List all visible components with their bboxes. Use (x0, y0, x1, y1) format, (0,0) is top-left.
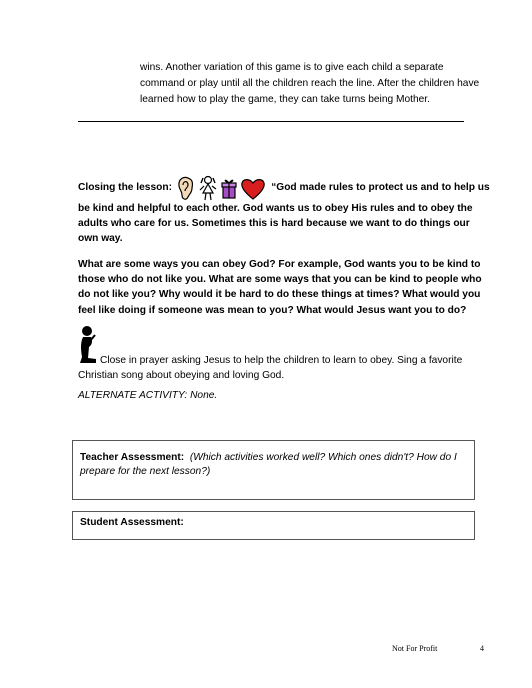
heart-icon (240, 177, 266, 201)
closing-icons (176, 175, 267, 201)
footer-text: Not For Profit (392, 644, 438, 653)
alternate-activity: ALTERNATE ACTIVITY: None. (78, 390, 218, 401)
section-divider (78, 121, 464, 122)
closing-text: “God made rules to protect us and to help us be kind and helpful to each other. God wants us to obey His rules and to obey the adults who care for us. Sometimes this is hard because we want to do things our own way. (78, 182, 490, 244)
ear-icon (176, 175, 196, 201)
girl-icon (199, 175, 217, 201)
teacher-assessment-box (72, 440, 475, 500)
closing-paragraph (78, 175, 490, 246)
student-assessment-box (72, 511, 475, 540)
prayer-paragraph (78, 325, 490, 383)
teacher-assessment-label: Teacher Assessment: (80, 452, 185, 463)
gift-icon (220, 175, 238, 201)
page-footer (392, 644, 492, 653)
prayer-text: Close in prayer asking Jesus to help the children to learn to obey. Sing a favorite Christian song about obeying and loving God. (78, 355, 463, 381)
intro-paragraph: wins. Another variation of this game is to give each child a separate command or play until all the children reach the line. After the children have learned how to play the game, they can take turns being Mother. (140, 62, 480, 105)
teacher-assessment-prompt: (Which activities worked well? Which ones didn't? How do I prepare for the next lesson?) (80, 452, 457, 477)
page-number: 4 (480, 644, 484, 653)
closing-label: Closing the lesson: (78, 182, 172, 193)
student-assessment-label: Student Assessment: (80, 517, 184, 528)
discussion-questions: What are some ways you can obey God? For example, God wants you to be kind to those who do not like you. What are some ways that you can be kind to people who do not like you? Why would it be hard to do these things at times? What would you feel like doing if someone was mean to you? What would Jesus want you to do? (78, 259, 482, 316)
praying-child-icon (78, 325, 100, 365)
